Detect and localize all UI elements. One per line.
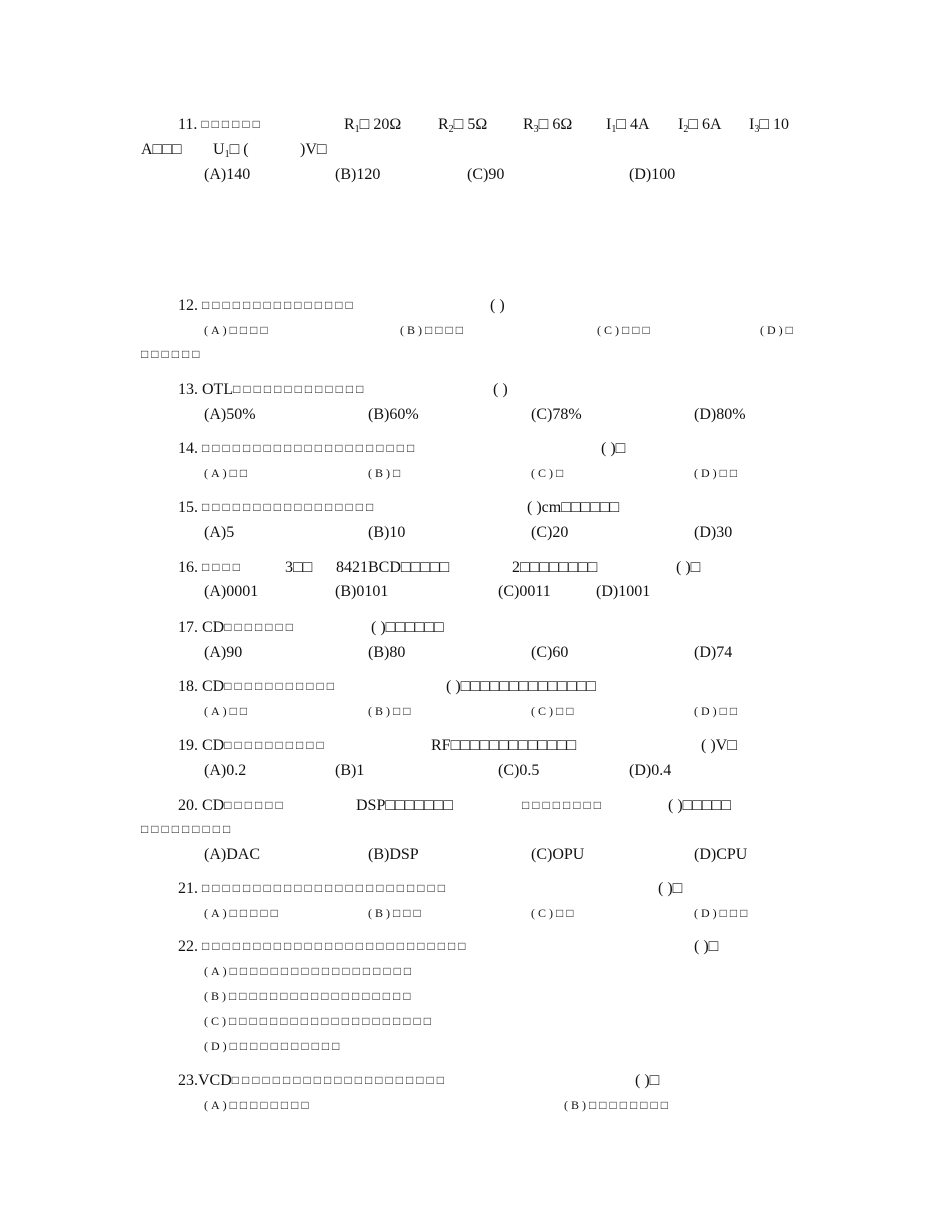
q11-stem: □□□□□□ <box>201 117 263 131</box>
q16-opt-b: (B)0101 <box>335 583 389 600</box>
q16-opt-d: (D)1001 <box>596 583 651 600</box>
q17-opt-b: (B)80 <box>368 644 406 661</box>
q12-stem: 12. □□□□□□□□□□□□□□□ <box>178 297 356 314</box>
q16-opt-a: (A)0001 <box>204 583 259 600</box>
q19-stem-part2: RF□□□□□□□□□□□□□ <box>431 737 577 754</box>
q16-stem: 16. □□□□ <box>178 559 243 576</box>
q17-opt-a: (A)90 <box>204 644 243 661</box>
q20-opt-c: (C)OPU <box>531 846 585 863</box>
q21-stem: 21. □□□□□□□□□□□□□□□□□□□□□□□□ <box>178 880 448 897</box>
q20-opt-b: (B)DSP <box>368 846 419 863</box>
q18-opt-c: (C)□□ <box>531 704 577 718</box>
q11-line1 <box>178 115 263 135</box>
q11-number: 11. <box>178 116 198 133</box>
q18-stem: 18. CD□□□□□□□□□□□ <box>178 678 337 695</box>
q11-opt-b: (B)120 <box>335 166 381 183</box>
q14-opt-d: (D)□□ <box>694 466 741 480</box>
q22-opt-b: (B)□□□□□□□□□□□□□□□□□□ <box>204 989 414 1003</box>
q16-stem-part2: 3□□ <box>285 559 313 576</box>
q14-opt-c: (C)□ <box>531 466 567 480</box>
q13-opt-c: (C)78% <box>531 406 582 423</box>
q18-answer-blank: ( )□□□□□□□□□□□□□□ <box>446 678 596 695</box>
q13-stem: 13. OTL□□□□□□□□□□□□□ <box>178 381 367 398</box>
q13-opt-a: (A)50% <box>204 406 256 423</box>
q14-answer-blank: ( )□ <box>601 440 626 457</box>
q14-stem: 14. □□□□□□□□□□□□□□□□□□□□□ <box>178 440 418 457</box>
q13-answer-blank: ( ) <box>493 381 508 398</box>
q12-opt-d: (D)□ <box>760 323 796 337</box>
q16-opt-c: (C)0011 <box>498 583 551 600</box>
q12-opt-b: (B)□□□□ <box>400 323 466 337</box>
q17-stem: 17. CD□□□□□□□ <box>178 619 296 636</box>
q23-stem: 23.VCD□□□□□□□□□□□□□□□□□□□□□ <box>178 1072 447 1089</box>
q15-answer-blank: ( )cm□□□□□□ <box>527 499 620 516</box>
q20-opt-a: (A)DAC <box>204 846 260 863</box>
q16-stem-part4: 2□□□□□□□□ <box>512 559 598 576</box>
q21-opt-a: (A)□□□□□ <box>204 906 281 920</box>
q19-opt-b: (B)1 <box>335 762 365 779</box>
q16-answer-blank: ( )□ <box>676 559 701 576</box>
q11-line2: A□□□ <box>141 141 182 158</box>
q17-opt-c: (C)60 <box>531 644 569 661</box>
q11-r3: $R_3□$ 6Ω <box>523 116 573 135</box>
q20-stem-part3: □□□□□□□□ <box>522 798 604 812</box>
q22-answer-blank: ( )□ <box>694 938 719 955</box>
q22-stem: 22. □□□□□□□□□□□□□□□□□□□□□□□□□□ <box>178 938 469 955</box>
q22-opt-d: (D)□□□□□□□□□□□ <box>204 1039 343 1053</box>
q13-opt-b: (B)60% <box>368 406 419 423</box>
q15-opt-a: (A)5 <box>204 524 235 541</box>
q11-opt-d: (D)100 <box>629 166 676 183</box>
q19-opt-c: (C)0.5 <box>498 762 540 779</box>
q23-opt-a: (A)□□□□□□□□ <box>204 1098 312 1112</box>
q14-opt-b: (B)□ <box>368 466 404 480</box>
q19-answer-blank: ( )V□ <box>701 737 737 754</box>
q11-r1: $R_1□$ 20Ω <box>344 116 402 135</box>
q22-opt-c: (C)□□□□□□□□□□□□□□□□□□□□ <box>204 1014 434 1028</box>
q20-stem-part2: DSP□□□□□□□ <box>356 797 453 814</box>
q12-opt-d-cont: □□□□□□ <box>141 347 203 361</box>
q20-opt-d: (D)CPU <box>694 846 748 863</box>
q19-stem: 19. CD□□□□□□□□□□ <box>178 737 327 754</box>
q15-opt-b: (B)10 <box>368 524 406 541</box>
q17-answer-blank: ( )□□□□□□ <box>371 619 444 636</box>
q12-answer-blank: ( ) <box>490 297 505 314</box>
q12-opt-c: (C)□□□ <box>597 323 653 337</box>
q15-stem: 15. □□□□□□□□□□□□□□□□□ <box>178 499 377 516</box>
q11-opt-c: (C)90 <box>467 166 505 183</box>
q15-opt-d: (D)30 <box>694 524 733 541</box>
q20-stem: 20. CD□□□□□□ <box>178 797 286 814</box>
q14-opt-a: (A)□□ <box>204 466 251 480</box>
q12-opt-a: (A)□□□□ <box>204 323 271 337</box>
q20-stem-cont: □□□□□□□□□ <box>141 822 234 836</box>
q23-opt-b: (B)□□□□□□□□ <box>564 1098 671 1112</box>
q15-opt-c: (C)20 <box>531 524 569 541</box>
q17-opt-d: (D)74 <box>694 644 733 661</box>
q21-answer-blank: ( )□ <box>658 880 683 897</box>
q19-opt-a: (A)0.2 <box>204 762 247 779</box>
q11-u1: $U_1□$ ( <box>213 141 249 160</box>
q16-stem-part3: 8421BCD□□□□□ <box>336 559 450 576</box>
q23-answer-blank: ( )□ <box>635 1072 660 1089</box>
q11-r2: $R_2□$ 5Ω <box>438 116 488 135</box>
q13-opt-d: (D)80% <box>694 406 746 423</box>
q21-opt-b: (B)□□□ <box>368 906 424 920</box>
q18-opt-d: (D)□□ <box>694 704 741 718</box>
q11-opt-a: (A)140 <box>204 166 251 183</box>
q21-opt-c: (C)□□ <box>531 906 577 920</box>
q20-answer-blank: ( )□□□□□ <box>668 797 731 814</box>
q11-i1: $I_1□$ 4A <box>606 116 650 135</box>
q22-opt-a: (A)□□□□□□□□□□□□□□□□□□ <box>204 964 415 978</box>
q11-paren-close: )V□ <box>300 141 327 158</box>
q18-opt-a: (A)□□ <box>204 704 251 718</box>
q19-opt-d: (D)0.4 <box>629 762 672 779</box>
q18-opt-b: (B)□□ <box>368 704 414 718</box>
q11-i3: $I_3□$ 10 <box>749 116 789 135</box>
q11-i2: $I_2□$ 6A <box>678 116 722 135</box>
q21-opt-d: (D)□□□ <box>694 906 751 920</box>
